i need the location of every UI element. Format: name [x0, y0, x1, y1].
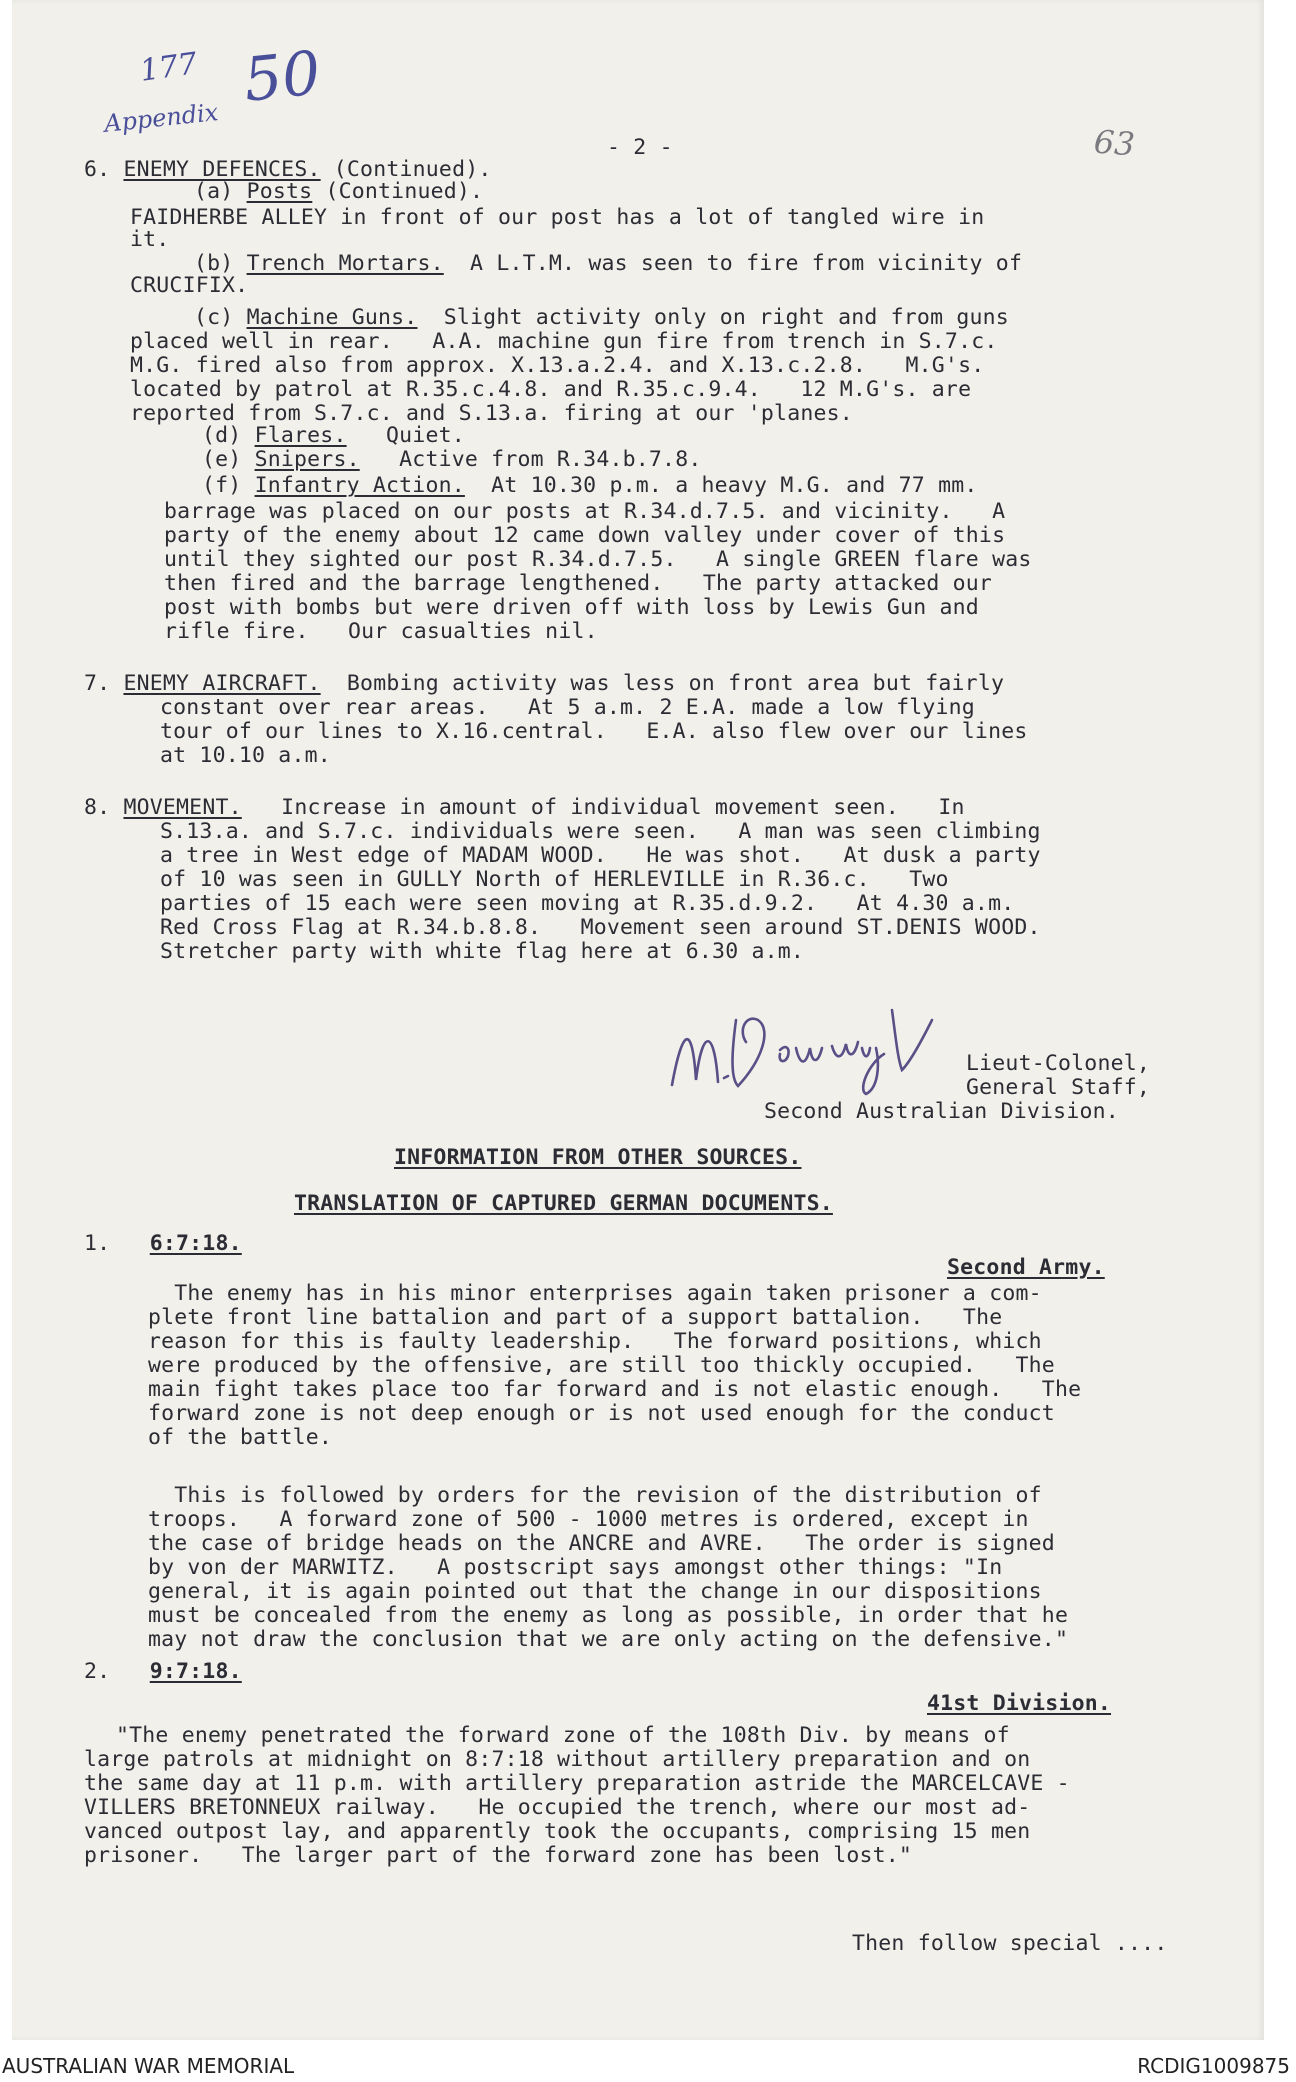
other-sources-heading: INFORMATION FROM OTHER SOURCES.	[394, 1145, 802, 1170]
footer-institution: AUSTRALIAN WAR MEMORIAL	[2, 2054, 295, 2078]
section-8-heading-line	[84, 796, 965, 820]
text-line: The enemy has in his minor enterprises again taken prisoner a com-	[148, 1281, 1042, 1306]
text-line: post with bombs but were driven off with loss by Lewis Gun and	[164, 595, 979, 620]
appendix-big-number: 50	[240, 38, 324, 116]
appendix-numbers: 177	[137, 46, 200, 89]
text-line: main fight takes place too far forward and is not elastic enough. The	[148, 1377, 1082, 1402]
text-line: "The enemy penetrated the forward zone of the 108th Div. by means of	[116, 1723, 1010, 1748]
text-line: at 10.10 a.m.	[160, 743, 331, 768]
subsection-a-label: (a)	[194, 179, 247, 204]
signature-rank: Lieut-Colonel,	[966, 1051, 1151, 1076]
captured-documents-heading: TRANSLATION OF CAPTURED GERMAN DOCUMENTS.	[294, 1191, 833, 1216]
archive-footer	[0, 2048, 1296, 2082]
subsection-d-line	[202, 424, 465, 448]
subsection-a-cont: (Continued).	[312, 179, 484, 204]
text-line: party of the enemy about 12 came down valley under cover of this	[164, 523, 1006, 548]
appendix-label: Appendix	[102, 98, 220, 138]
text-line: must be concealed from the enemy as long as possible, in order that he	[148, 1603, 1069, 1628]
section-7-heading: ENEMY AIRCRAFT.	[123, 671, 321, 696]
text-line: rifle fire. Our casualties nil.	[164, 619, 598, 644]
subsection-c-line	[194, 306, 1009, 330]
doc-2-source: 41st Division.	[927, 1691, 1112, 1716]
section-7-heading-line	[84, 672, 1004, 696]
text-line: FAIDHERBE ALLEY in front of our post has a lot of tangled wire in	[130, 205, 985, 230]
text-line: barrage was placed on our posts at R.34.d.7.5. and vicinity. A	[164, 499, 1006, 524]
subsection-a-line	[194, 180, 483, 204]
document-page	[12, 0, 1264, 2040]
doc-1-date: 6:7:18.	[149, 1231, 242, 1256]
text-line: vanced outpost lay, and apparently took the occupants, comprising 15 men	[84, 1819, 1031, 1844]
subsection-b-text: A L.T.M. was seen to fire from vicinity of	[443, 251, 1023, 276]
signature-division: Second Australian Division.	[764, 1099, 1119, 1124]
doc-2-heading	[84, 1660, 242, 1684]
subsection-b-line	[194, 252, 1022, 276]
section-6-heading: ENEMY DEFENCES.	[123, 157, 321, 182]
subsection-f-label: (f)	[202, 473, 255, 498]
signature	[662, 990, 942, 1110]
subsection-d-text: Quiet.	[346, 423, 465, 448]
signature-staff: General Staff,	[966, 1075, 1151, 1100]
doc-2-date: 9:7:18.	[149, 1659, 242, 1684]
text-line: reason for this is faulty leadership. The forward positions, which	[148, 1329, 1042, 1354]
text-line: VILLERS BRETONNEUX railway. He occupied the trench, where our most ad-	[84, 1795, 1031, 1820]
text-line: S.13.a. and S.7.c. individuals were seen. A man was seen climbing	[160, 819, 1041, 844]
page-number: - 2 -	[607, 135, 673, 160]
doc-2-number: 2.	[84, 1659, 111, 1684]
subsection-a-text	[130, 206, 984, 230]
subsection-e-text: Active from R.34.b.7.8.	[359, 447, 702, 472]
doc-1-heading	[84, 1232, 242, 1256]
section-8-text: Increase in amount of individual movement seen. In	[241, 795, 965, 820]
subsection-a-text	[130, 228, 169, 252]
subsection-f-text: At 10.30 p.m. a heavy M.G. and 77 mm.	[464, 473, 978, 498]
subsection-f-line	[202, 474, 978, 498]
subsection-d-title: Flares.	[254, 423, 347, 448]
subsection-a-title: Posts	[246, 179, 313, 204]
text-line: a tree in West edge of MADAM WOOD. He was shot. At dusk a party	[160, 843, 1041, 868]
text-line: tour of our lines to X.16.central. E.A. also flew over our lines	[160, 719, 1028, 744]
subsection-e-line	[202, 448, 701, 472]
subsection-e-title: Snipers.	[254, 447, 360, 472]
text-line: it.	[130, 227, 170, 252]
section-7-number: 7.	[84, 671, 111, 696]
text-line: troops. A forward zone of 500 - 1000 metres is ordered, except in	[148, 1507, 1029, 1532]
subsection-e-label: (e)	[202, 447, 255, 472]
text-line: M.G. fired also from approx. X.13.a.2.4. and X.13.c.2.8. M.G's.	[130, 353, 985, 378]
text-line: until they sighted our post R.34.d.7.5. A single GREEN flare was	[164, 547, 1032, 572]
text-line: forward zone is not deep enough or is not used enough for the conduct	[148, 1401, 1055, 1426]
text-line: constant over rear areas. At 5 a.m. 2 E.A. made a low flying	[160, 695, 975, 720]
text-line: plete front line battalion and part of a support battalion. The	[148, 1305, 1003, 1330]
signature-stroke	[672, 1010, 932, 1094]
text-line: prisoner. The larger part of the forward zone has been lost."	[84, 1843, 913, 1868]
section-7-text: Bombing activity was less on front area but fairly	[320, 671, 1005, 696]
doc-1-source: Second Army.	[947, 1255, 1105, 1280]
text-line: reported from S.7.c. and S.13.a. firing at our 'planes.	[130, 401, 853, 426]
section-6-heading-cont: (Continued).	[320, 157, 492, 182]
subsection-b-text	[130, 274, 248, 298]
subsection-b-title: Trench Mortars.	[246, 251, 444, 276]
text-line: the same day at 11 p.m. with artillery preparation astride the MARCELCAVE -	[84, 1771, 1070, 1796]
text-line: Red Cross Flag at R.34.b.8.8. Movement seen around ST.DENIS WOOD.	[160, 915, 1041, 940]
text-line: general, it is again pointed out that the change in our dispositions	[148, 1579, 1042, 1604]
section-8-number: 8.	[84, 795, 111, 820]
subsection-c-text: Slight activity only on right and from guns	[417, 305, 1009, 330]
section-6-number: 6.	[84, 157, 111, 182]
text-line: of the battle.	[148, 1425, 333, 1450]
section-8-heading: MOVEMENT.	[123, 795, 242, 820]
text-line: may not draw the conclusion that we are only acting on the defensive."	[148, 1627, 1069, 1652]
subsection-d-label: (d)	[202, 423, 255, 448]
text-line: large patrols at midnight on 8:7:18 without artillery preparation and on	[84, 1747, 1031, 1772]
text-line: Stretcher party with white flag here at 6.30 a.m.	[160, 939, 805, 964]
continuation-text: Then follow special ....	[852, 1931, 1168, 1956]
text-line: by von der MARWITZ. A postscript says amongst other things: "In	[148, 1555, 1003, 1580]
text-line: the case of bridge heads on the ANCRE and AVRE. The order is signed	[148, 1531, 1055, 1556]
text-line: This is followed by orders for the revision of the distribution of	[148, 1483, 1042, 1508]
text-line: CRUCIFIX.	[130, 273, 249, 298]
text-line: located by patrol at R.35.c.4.8. and R.35.c.9.4. 12 M.G's. are	[130, 377, 972, 402]
text-line: of 10 was seen in GULLY North of HERLEVILLE in R.36.c. Two	[160, 867, 949, 892]
text-line: placed well in rear. A.A. machine gun fire from trench in S.7.c.	[130, 329, 998, 354]
subsection-c-title: Machine Guns.	[246, 305, 418, 330]
text-line: parties of 15 each were seen moving at R.35.d.9.2. At 4.30 a.m.	[160, 891, 1015, 916]
folio-number: 63	[1092, 122, 1136, 164]
text-line: then fired and the barrage lengthened. The party attacked our	[164, 571, 993, 596]
doc-1-number: 1.	[84, 1231, 111, 1256]
subsection-f-title: Infantry Action.	[254, 473, 465, 498]
footer-record-id: RCDIG1009875	[1137, 2054, 1290, 2078]
subsection-c-label: (c)	[194, 305, 247, 330]
subsection-b-label: (b)	[194, 251, 247, 276]
text-line: were produced by the offensive, are still too thickly occupied. The	[148, 1353, 1055, 1378]
